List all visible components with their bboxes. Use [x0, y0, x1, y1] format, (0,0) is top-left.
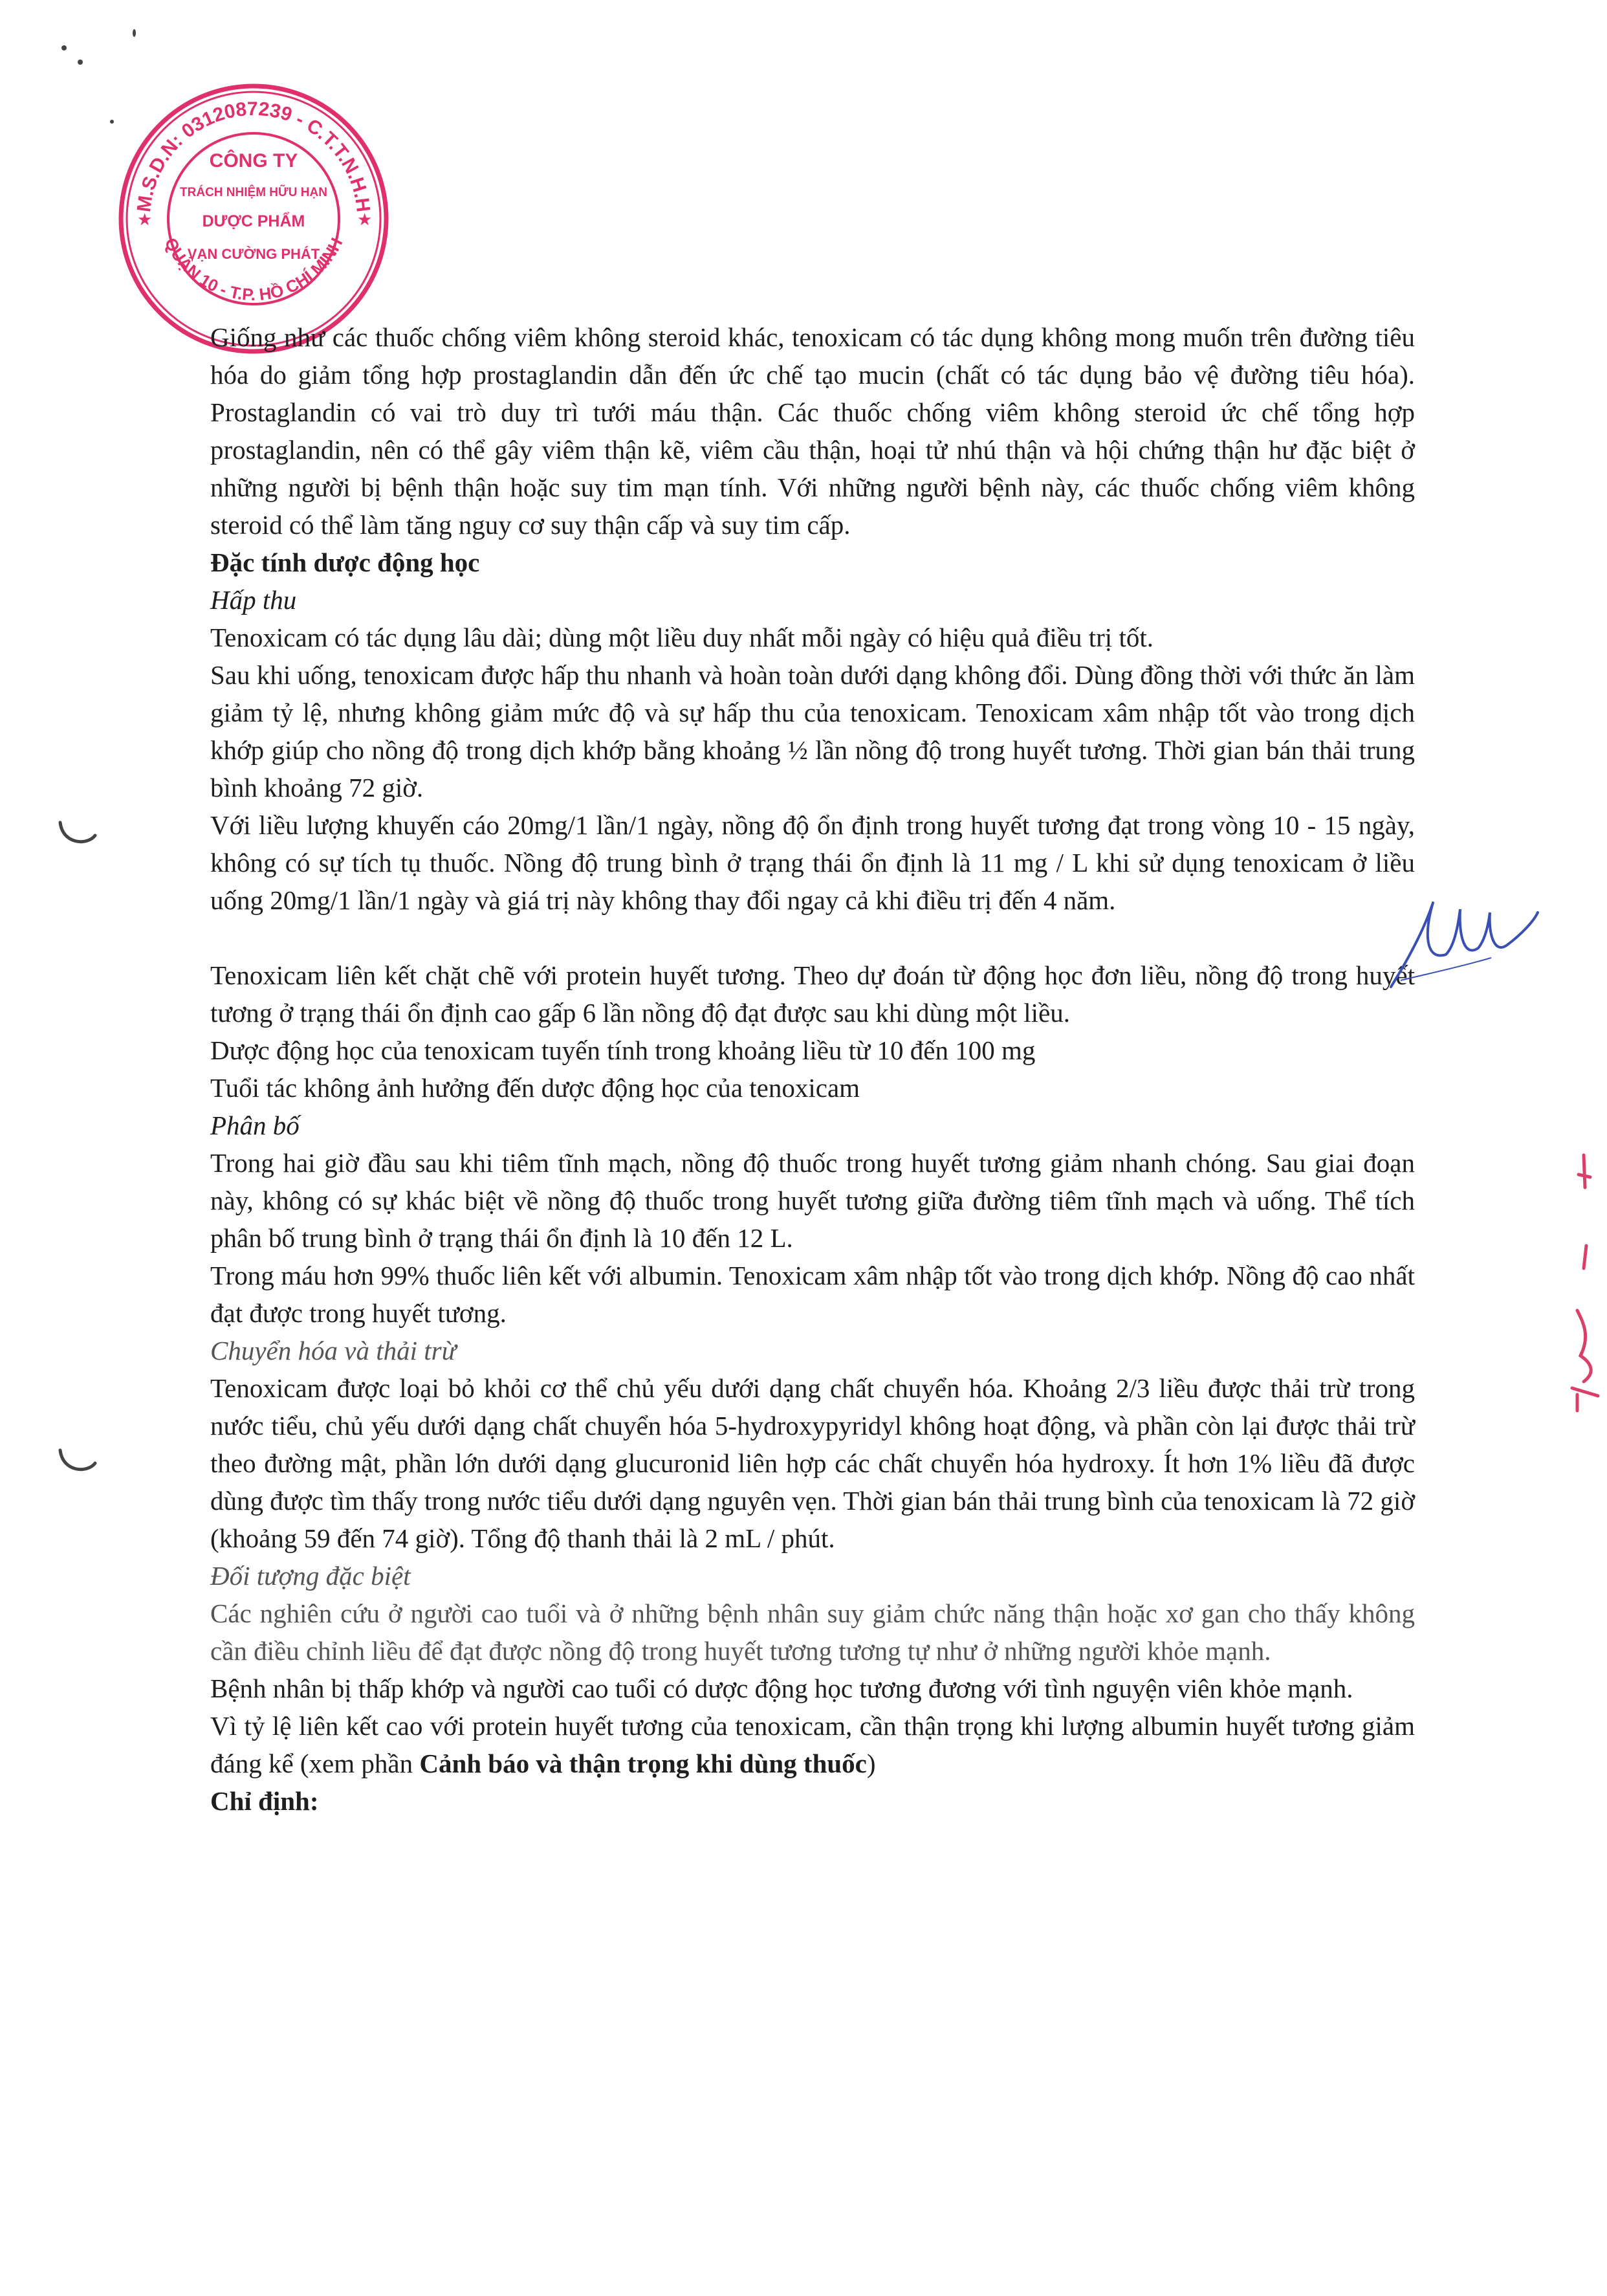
- metabolism-heading: Chuyển hóa và thải trừ: [210, 1336, 456, 1365]
- document-body: [210, 318, 1415, 1820]
- stamp-line-2: TRÁCH NHIỆM HỮU HẠN: [180, 186, 327, 199]
- distribution-paragraph-2: Trong máu hơn 99% thuốc liên kết với albumin. Tenoxicam xâm nhập tốt vào trong dịch khớp. Nồng độ cao nhất đạt được trong huyết tương.: [210, 1261, 1415, 1328]
- special-populations-paragraph-1: Các nghiên cứu ở người cao tuổi và ở những bệnh nhân suy giảm chức năng thận hoặc xơ gan cho thấy không cần điều chỉnh liều để đạt được nồng độ trong huyết tương tương tự như ở những người khỏe mạnh.: [210, 1598, 1415, 1666]
- scan-speck: [61, 45, 67, 50]
- scan-speck: [110, 120, 114, 124]
- stamp-star-left: ★: [137, 210, 153, 229]
- distribution-paragraph-1: Trong hai giờ đầu sau khi tiêm tĩnh mạch, nồng độ thuốc trong huyết tương giảm nhanh chóng. Sau giai đoạn này, không có sự khác biệt về nồng độ thuốc trong huyết tương giữa đường tiêm tĩnh mạch và uống. Thể tích phân bố trung bình ở trạng thái ổn định là 10 đến 12 L.: [210, 1148, 1415, 1253]
- binding-paragraph-1: Tenoxicam liên kết chặt chẽ với protein huyết tương. Theo dự đoán từ động học đơn liều, nồng độ trong huyết tương ở trạng thái ổn định cao gấp 6 lần nồng độ đạt được sau khi dùng một liều.: [210, 960, 1415, 1028]
- special-populations-paragraph-3: [210, 1707, 1415, 1782]
- binding-paragraph-2: Dược động học của tenoxicam tuyến tính trong khoảng liều từ 10 đến 100 mg: [210, 1035, 1036, 1065]
- scan-speck: [133, 29, 136, 37]
- binding-paragraph-3: Tuổi tác không ảnh hưởng đến dược động học của tenoxicam: [210, 1073, 860, 1103]
- punch-hole-mark-lower: [55, 1446, 100, 1479]
- special-p3-text-b: ): [866, 1749, 876, 1778]
- intro-paragraph: Giống như các thuốc chống viêm không steroid khác, tenoxicam có tác dụng không mong muốn trên đường tiêu hóa do giảm tổng hợp prostaglandin dẫn đến ức chế tạo mucin (chất có tác dụng bảo vệ đường tiêu hóa). Prostaglandin có vai trò duy trì tưới máu thận. Các thuốc chống viêm không steroid ức chế tổng hợp prostaglandin, nên có thể gây viêm thận kẽ, viêm cầu thận, hoại tử nhú thận và hội chứng thận hư đặc biệt ở những người bị bệnh thận hoặc suy tim mạn tính. Với những người bệnh này, các thuốc chống viêm không steroid có thể làm tăng nguy cơ suy thận cấp và suy tim cấp.: [210, 322, 1415, 540]
- stamp-star-right: ★: [357, 210, 373, 229]
- right-edge-stamp-fragment: [1564, 1149, 1603, 1420]
- stamp-line-3: DƯỢC PHẨM: [202, 212, 305, 230]
- absorption-heading: Hấp thu: [210, 585, 297, 615]
- indication-heading: Chỉ định:: [210, 1786, 319, 1816]
- warnings-reference: Cảnh báo và thận trọng khi dùng thuốc: [419, 1749, 867, 1778]
- distribution-heading: Phân bố: [210, 1110, 300, 1140]
- absorption-paragraph-2: Sau khi uống, tenoxicam được hấp thu nhanh và hoàn toàn dưới dạng không đổi. Dùng đồng thời với thức ăn làm giảm tỷ lệ, nhưng không giảm mức độ và sự hấp thu của tenoxicam. Tenoxicam xâm nhập tốt vào trong dịch khớp giúp cho nồng độ trong dịch khớp bằng khoảng ½ lần nồng độ trong huyết tương. Thời gian bán thải trung bình khoảng 72 giờ.: [210, 660, 1415, 802]
- pharmacokinetics-heading: Đặc tính dược động học: [210, 547, 480, 577]
- svg-text:QUẬN 10 - T.P. HỒ CHÍ MINH: [160, 234, 346, 304]
- metabolism-paragraph: Tenoxicam được loại bỏ khỏi cơ thể chủ yếu dưới dạng chất chuyển hóa. Khoảng 2/3 liều được thải trừ trong nước tiểu, chủ yếu dưới dạng chất chuyển hóa 5-hydroxypyridyl không hoạt động, và phần còn lại được thải trừ theo đường mật, phần lớn dưới dạng glucuronid liên hợp các chất chuyển hóa hydroxy. Ít hơn 1% liều đã được dùng được tìm thấy trong nước tiểu dưới dạng nguyên vẹn. Thời gian bán thải trung bình của tenoxicam là 72 giờ (khoảng 59 đến 74 giờ). Tổng độ thanh thải là 2 mL / phút.: [210, 1373, 1415, 1553]
- special-populations-heading: Đối tượng đặc biệt: [210, 1561, 411, 1591]
- scan-speck: [78, 60, 83, 65]
- special-populations-paragraph-2: Bệnh nhân bị thấp khớp và người cao tuổi có dược động học tương đương với tình nguyện viên khỏe mạnh.: [210, 1673, 1353, 1703]
- blank-line: [210, 919, 1415, 956]
- absorption-paragraph-3: Với liều lượng khuyến cáo 20mg/1 lần/1 ngày, nồng độ ổn định trong huyết tương đạt trong vòng 10 - 15 ngày, không có sự tích tụ thuốc. Nồng độ trung bình ở trạng thái ổn định là 11 mg / L khi sử dụng tenoxicam ở liều uống 20mg/1 lần/1 ngày và giá trị này không thay đổi ngay cả khi điều trị đến 4 năm.: [210, 810, 1415, 915]
- stamp-ring-text: M.S.D.N: 0312087239 - C.T.T.N.H.H: [133, 98, 374, 214]
- special-p3-text-a: Vì tỷ lệ liên kết cao với protein huyết tương của tenoxicam, cần thận trọng khi lượng albumin huyết tương giảm đáng kể (xem phần: [210, 1711, 1415, 1778]
- stamp-line-1: CÔNG TY: [209, 150, 298, 171]
- stamp-line-4: VẠN CƯỜNG PHÁT: [187, 246, 320, 262]
- signature-mark: [1388, 883, 1540, 990]
- absorption-paragraph-1: Tenoxicam có tác dụng lâu dài; dùng một liều duy nhất mỗi ngày có hiệu quả điều trị tốt.: [210, 623, 1153, 652]
- stamp-ring-bottom-text: QUẬN 10 - T.P. HỒ CHÍ MINH: [160, 234, 347, 305]
- punch-hole-mark-upper: [55, 819, 100, 851]
